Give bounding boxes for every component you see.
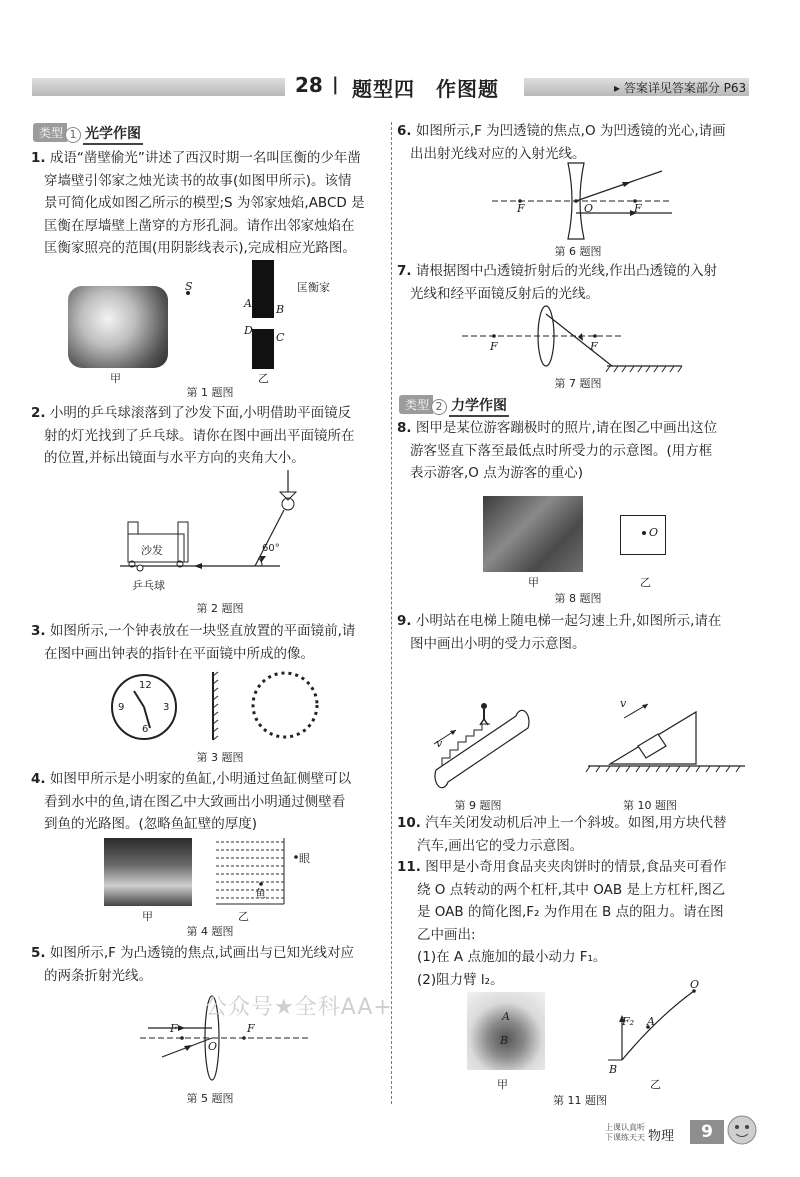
question-text-line: 匡衡家照亮的范围(用阴影线表示),完成相应光路图。 xyxy=(44,240,356,256)
label-b: B xyxy=(609,1063,618,1076)
question-number: 11. xyxy=(397,859,421,875)
question-text-line: 在图中画出钟表的指针在平面镜中所成的像。 xyxy=(44,645,314,662)
footer-slogan-line: 上课认真听 xyxy=(605,1123,645,1132)
figure-caption: 第 7 题图 xyxy=(554,377,602,390)
tag-label: 类型 xyxy=(33,123,67,142)
page-title: 题型四 作图题 xyxy=(352,77,499,101)
column-divider xyxy=(391,122,392,1104)
label-kuangheng-home: 匡衡家 xyxy=(297,281,330,294)
header-separator: | xyxy=(332,74,339,95)
question-text-line: 汽车,画出它的受力示意图。 xyxy=(417,837,584,854)
slope-car-diagram xyxy=(580,700,750,775)
label-o: O xyxy=(649,526,659,539)
section-title: 力学作图 xyxy=(449,395,509,417)
label-ping-pong-ball: 乒乓球 xyxy=(132,579,165,592)
label-a-photo: A xyxy=(502,1010,510,1023)
question-9 xyxy=(397,610,757,655)
label-f-left: F xyxy=(490,340,498,353)
question-text-line: (1)在 A 点施加的最小动力 F₁。 xyxy=(417,949,607,965)
question-number: 6. xyxy=(397,123,412,139)
mascot-icon xyxy=(722,1110,762,1150)
label-c: C xyxy=(276,331,285,344)
label-f-left: F xyxy=(170,1022,178,1035)
figure-label-yi: 乙 xyxy=(258,372,269,385)
watermark: 公众号★全科AA+ xyxy=(205,995,393,1020)
question-text-line: 光线和经平面镜反射后的光线。 xyxy=(410,285,599,302)
label-sofa: 沙发 xyxy=(141,544,163,557)
question-text-line: 表示游客,O 点为游客的重心) xyxy=(410,465,583,481)
label-angle-60: 60° xyxy=(262,543,280,554)
label-eye: 眼 xyxy=(299,852,310,865)
label-f-right: F xyxy=(590,340,598,353)
header-bar-left xyxy=(32,78,285,96)
question-text-line: 如图所示,F 为凸透镜的焦点,试画出与已知光线对应 xyxy=(49,945,354,961)
question-number: 1. xyxy=(31,150,46,166)
question-text-line: 的两条折射光线。 xyxy=(44,967,152,984)
question-11 xyxy=(397,856,757,991)
food-tongs-photo xyxy=(467,992,545,1070)
figure-caption: 第 10 题图 xyxy=(623,799,677,812)
label-a: A xyxy=(647,1015,655,1028)
label-b: B xyxy=(276,303,285,316)
question-number: 4. xyxy=(31,771,46,787)
label-o: O xyxy=(208,1040,218,1053)
sofa-lamp-diagram xyxy=(120,470,320,590)
student-reading-photo xyxy=(68,286,168,368)
question-text-line: 穿墙壁引邻家之烛光读书的故事(如图甲所示)。该情 xyxy=(44,172,352,189)
question-number: 9. xyxy=(397,613,412,629)
question-5 xyxy=(31,942,386,987)
label-f-right: F xyxy=(634,202,642,215)
question-number: 2. xyxy=(31,405,46,421)
label-fish: 鱼 xyxy=(255,887,266,900)
center-of-gravity-dot xyxy=(641,530,647,536)
hole-wall-diagram xyxy=(180,255,330,375)
question-text-line: 如图甲所示是小明家的鱼缸,小明通过鱼缸侧壁可以 xyxy=(49,771,352,787)
question-3 xyxy=(31,620,386,665)
clock-num-6: 6 xyxy=(142,724,149,735)
question-text-line: 是 OAB 的简化图,F₂ 为作用在 B 点的阻力。请在图 xyxy=(417,904,724,920)
label-o: O xyxy=(584,202,594,215)
figure-label-jia: 甲 xyxy=(142,910,153,923)
footer-subject: 物理 xyxy=(648,1129,675,1144)
figure-caption: 第 2 题图 xyxy=(196,602,244,615)
figure-caption: 第 6 题图 xyxy=(554,245,602,258)
figure-caption: 第 1 题图 xyxy=(186,386,234,399)
section-tag-mechanics xyxy=(399,395,509,413)
answer-reference: ▸ 答案详见答案部分 P63 xyxy=(614,81,747,95)
question-number: 10. xyxy=(397,815,421,831)
figure-label-yi: 乙 xyxy=(640,576,651,589)
label-f-left: F xyxy=(517,202,525,215)
question-text-line: 射的灯光找到了乒乓球。请你在图中画出平面镜所在 xyxy=(44,427,355,444)
question-7 xyxy=(397,260,757,305)
clock-num-9: 9 xyxy=(118,702,125,713)
figure-caption: 第 8 题图 xyxy=(554,592,602,605)
question-number: 3. xyxy=(31,623,46,639)
question-text-line: 出出射光线对应的入射光线。 xyxy=(410,145,586,162)
question-text-line: 汽车关闭发动机后冲上一个斜坡。如图,用方块代替 xyxy=(425,815,727,831)
question-number: 8. xyxy=(397,420,412,436)
figure-label-jia: 甲 xyxy=(528,576,539,589)
clock-num-12: 12 xyxy=(139,680,152,691)
page-number-header: 28 xyxy=(295,73,323,97)
page-number: 9 xyxy=(690,1120,724,1144)
escalator-diagram xyxy=(428,700,538,790)
question-text-line: 乙中画出: xyxy=(417,926,476,943)
bungee-jump-photo xyxy=(483,496,583,572)
figure-label-yi: 乙 xyxy=(238,910,249,923)
question-4 xyxy=(31,768,386,836)
label-f-right: F xyxy=(247,1022,255,1035)
question-text-line: 如图所示,F 为凹透镜的焦点,O 为凹透镜的光心,请画 xyxy=(415,123,726,139)
tag-number: 1 xyxy=(65,127,81,143)
question-text-line: 图甲是小奇用食品夹夹肉饼时的情景,食品夹可看作 xyxy=(425,859,727,875)
page-header xyxy=(32,73,749,101)
question-text-line: (2)阻力臂 l₂。 xyxy=(417,971,504,988)
fish-tank-photo xyxy=(104,838,192,906)
label-d: D xyxy=(244,324,253,337)
question-text-line: 请根据图中凸透镜折射后的光线,作出凸透镜的入射 xyxy=(415,263,718,279)
label-v-escalator: v xyxy=(436,737,443,750)
lever-diagram xyxy=(600,982,710,1072)
footer-slogan xyxy=(605,1123,645,1143)
figure-label-jia: 甲 xyxy=(497,1078,508,1091)
figure-label-jia: 甲 xyxy=(110,372,121,385)
question-text-line: 成语“凿壁偷光”讲述了西汉时期一名叫匡衡的少年凿 xyxy=(49,150,361,166)
label-b-photo: B xyxy=(500,1034,509,1047)
question-number: 5. xyxy=(31,945,46,961)
question-1 xyxy=(31,147,386,260)
label-a: A xyxy=(244,297,252,310)
question-8 xyxy=(397,417,757,485)
question-text-line: 图甲是某位游客蹦极时的照片,请在图乙中画出这位 xyxy=(415,420,718,436)
question-number: 7. xyxy=(397,263,412,279)
figure-caption: 第 3 题图 xyxy=(196,751,244,764)
figure-caption: 第 9 题图 xyxy=(454,799,502,812)
question-text-line: 小明站在电梯上随电梯一起匀速上升,如图所示,请在 xyxy=(415,613,722,629)
question-6 xyxy=(397,120,757,165)
footer-slogan-line: 下课练天天 xyxy=(605,1133,645,1142)
question-text-line: 绕 O 点转动的两个杠杆,其中 OAB 是上方杠杆,图乙 xyxy=(417,881,726,898)
question-text-line: 景可简化成如图乙所示的模型;S 为邻家烛焰,ABCD 是 xyxy=(44,195,365,211)
question-text-line: 游客竖直下落至最低点时所受力的示意图。(用方框 xyxy=(410,442,713,459)
question-text-line: 小明的乒乓球滚落到了沙发下面,小明借助平面镜反 xyxy=(49,405,352,421)
question-text-line: 看到水中的鱼,请在图乙中大致画出小明通过侧壁看 xyxy=(44,793,346,810)
question-2 xyxy=(31,402,386,470)
clock-num-3: 3 xyxy=(163,702,170,713)
label-s: S xyxy=(185,280,193,293)
figure-caption: 第 5 题图 xyxy=(186,1092,234,1105)
question-text-line: 图中画出小明的受力示意图。 xyxy=(410,635,586,652)
tag-label: 类型 xyxy=(399,395,433,414)
label-v-slope: v xyxy=(620,697,627,710)
label-f2: F₂ xyxy=(622,1015,635,1028)
question-text-line: 到鱼的光路图。(忽略鱼缸壁的厚度) xyxy=(44,816,258,832)
section-tag-optics xyxy=(33,123,143,141)
figure-caption: 第 11 题图 xyxy=(553,1094,607,1107)
label-o: O xyxy=(690,978,700,991)
question-text-line: 如图所示,一个钟表放在一块竖直放置的平面镜前,请 xyxy=(49,623,356,639)
figure-label-yi: 乙 xyxy=(650,1078,661,1091)
figure-caption: 第 4 题图 xyxy=(186,925,234,938)
section-title: 光学作图 xyxy=(83,123,143,145)
question-10 xyxy=(397,812,757,857)
question-text-line: 的位置,并标出镜面与水平方向的夹角大小。 xyxy=(44,450,305,466)
question-text-line: 匡衡在厚墙壁上凿穿的方形孔洞。请作出邻家烛焰在 xyxy=(44,217,355,234)
tag-number: 2 xyxy=(431,399,447,415)
